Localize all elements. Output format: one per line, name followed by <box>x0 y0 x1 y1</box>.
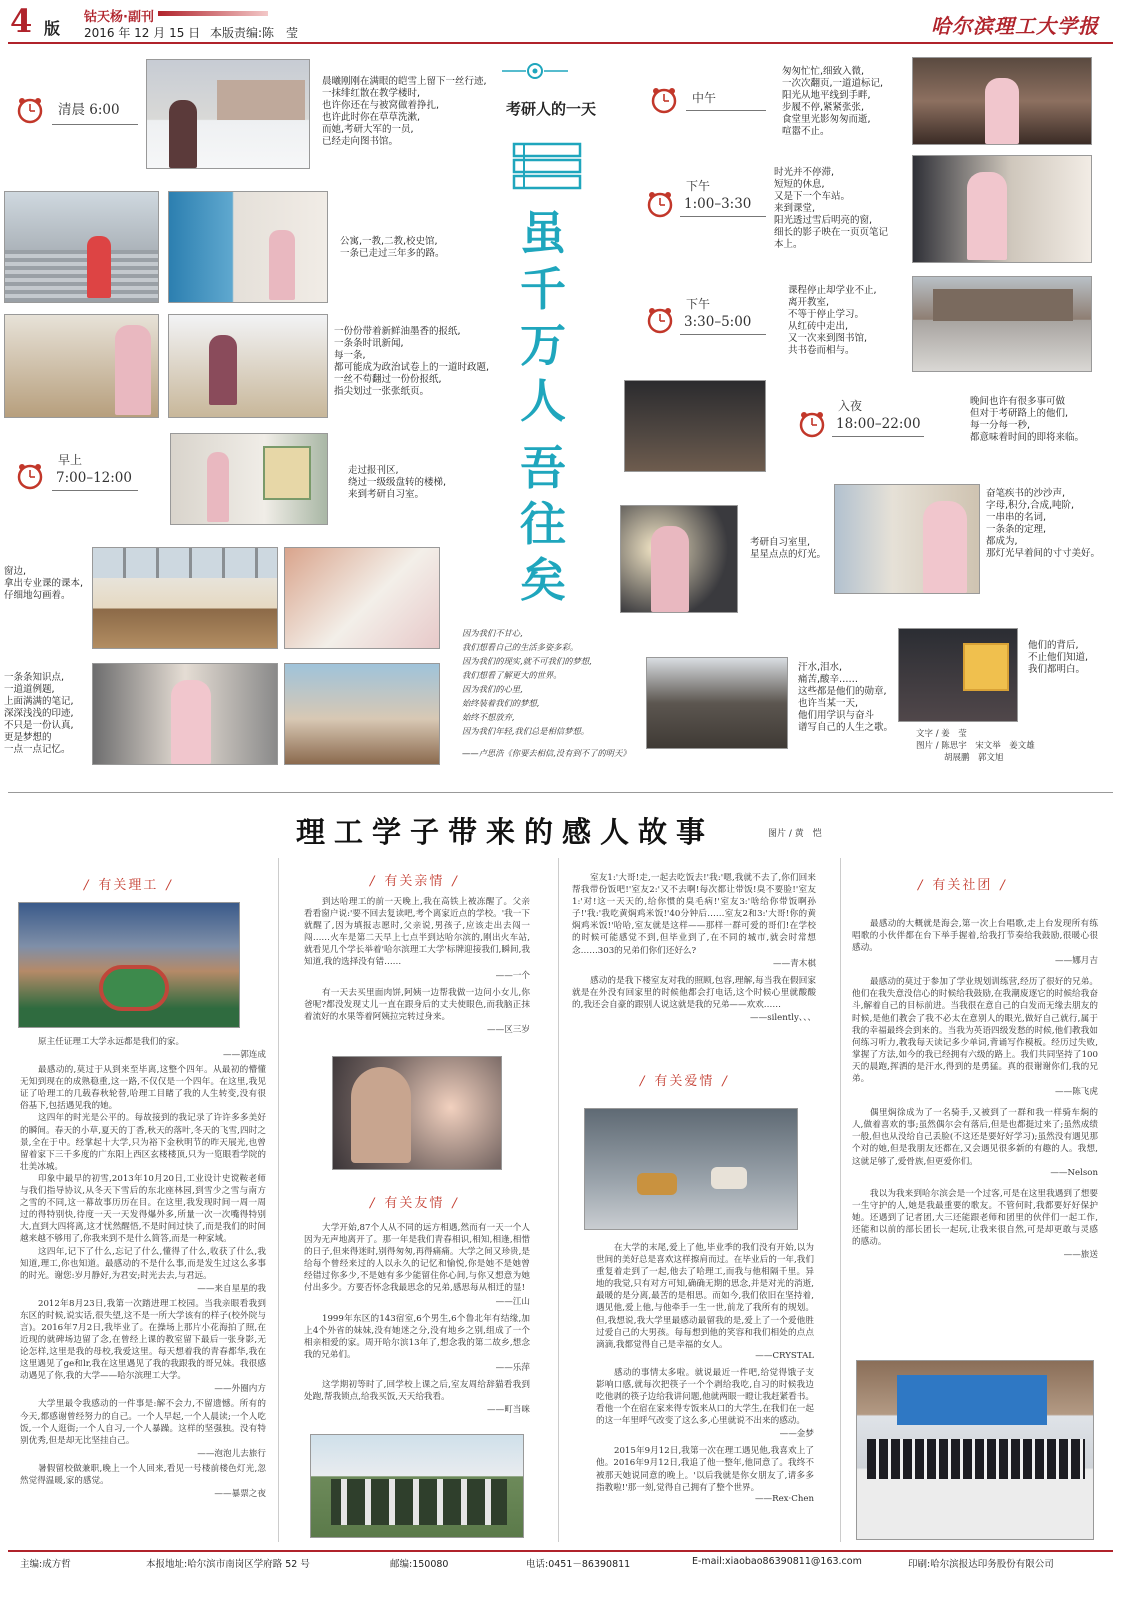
quote-line: 因为我们年轻,我们总是相信梦想。 <box>462 726 590 736</box>
photo-calendar-desk <box>898 628 1018 722</box>
quote-block <box>462 626 632 760</box>
story-signature: ——町当咪 <box>487 1405 530 1416</box>
photo-library-building <box>912 276 1092 372</box>
caption-line: 谱写自己的人生之歌。 <box>798 722 894 733</box>
caption-line: 细长的影子映在一页页笔记 <box>774 227 889 238</box>
credit-line: 胡展鹏 郭文旭 <box>944 753 1004 763</box>
photo-doorway <box>168 191 328 303</box>
story-col-4 <box>852 918 1098 1260</box>
caption-line: 短短的休息, <box>774 179 825 190</box>
road-caption <box>340 236 500 260</box>
caption-line: 喧嚣不止。 <box>782 126 830 137</box>
story-col-2a <box>304 896 530 1035</box>
photo-canteen <box>912 57 1092 145</box>
caption-line: 晚间也许有很多事可做 <box>970 396 1066 407</box>
story-signature: ——silently、、、 <box>750 1012 816 1023</box>
photo-reading-papers <box>4 314 159 418</box>
caption-line: 食堂里光影匆匆而逝, <box>782 114 871 125</box>
caption-line: 深深浅浅的印迹, <box>4 708 74 719</box>
quote-line: 我们想看自己的生活多姿多彩。 <box>462 642 579 652</box>
caption-line: 一串串的名词, <box>986 512 1047 523</box>
caption-line: 来到课堂, <box>774 203 816 214</box>
page-editor: 本版责编:陈 莹 <box>210 26 299 40</box>
caption-line: 走过报刊区, <box>348 465 399 476</box>
photo-study-hall <box>646 657 788 749</box>
caption-line: 一条已走过三年多的路。 <box>340 248 445 259</box>
caption-line: 不等于停止学习。 <box>788 309 865 320</box>
story-text: 感动的是我下楼室友对我的照顾,包容,理解,每当我在假回家就是在外没有回家里的时候他都会打电话,这个时候心里就酸酸的,我还会自豪的跟别人说这就是我的兄弟——欢欢…… <box>572 975 816 1010</box>
story-signature: ——陈飞虎 <box>1055 1087 1098 1098</box>
caption-line: 一次次翻页,一道道标记, <box>782 78 884 89</box>
footer-chief-editor: 主编:成方哲 <box>20 1559 71 1570</box>
caption-line: 都可能成为政治试卷上的一道时政题, <box>334 362 490 373</box>
quote-line: 始终不想放弃, <box>462 712 515 722</box>
lamp-caption <box>750 537 840 561</box>
caption-line: 也许你还在与被窝做着挣扎, <box>322 100 440 111</box>
photo-newspaper-rack <box>168 314 328 418</box>
story-text: 感动的事情太多啦。就说最近一件吧,给觉得饿子支影响口感,就每次把筷子一个个剥给我吃,自习的时候我边吃他剥的筷子边给我讲问题,他就两眼一瞪让我赶紧看书。看他一个在宿在家来得专饭来从口的大学生,在我们在一起的这一年里呼气改变了这么多,心里就说不出来的感动。 <box>596 1367 814 1427</box>
caption-line: 不只是一份认真, <box>4 720 74 731</box>
shelf-caption <box>986 488 1118 560</box>
alarm-clock-icon <box>650 86 678 114</box>
heading-aiqing: / 有关爱情 / <box>640 1070 729 1089</box>
column-divider <box>278 858 279 1542</box>
stories-photo-credit: 图片 / 黄 恺 <box>768 829 822 839</box>
alarm-clock-icon <box>646 306 674 334</box>
story-signature: ——泡泡儿去旅行 <box>197 1448 266 1459</box>
story-text: 1999年东区的143宿室,6个男生,6个鲁北年有结缘,加上4个外省的妹妹,没有她迷之分,没有地乡之别,组成了一个相亲相爱的家。周开哈尔滨13年了,想念我的第二故乡,想念我的兄弟们。 <box>304 1313 530 1360</box>
caption-line: 字母,积分,合成,吨阶, <box>986 500 1075 511</box>
caption-line: 我们都明白。 <box>1028 664 1086 675</box>
story-signature: ——一个 <box>495 970 530 981</box>
divider <box>686 110 766 111</box>
column-divider <box>840 858 841 1542</box>
caption-line: 奋笔疾书的沙沙声, <box>986 488 1066 499</box>
quote-line: 始终装着我们的梦想, <box>462 698 540 708</box>
night-caption <box>970 396 1100 444</box>
caption-line: 这些都是他们的勋章, <box>798 686 887 697</box>
story-signature: ——青木棋 <box>773 958 816 969</box>
caption-line: 也许此时你在草草洗漱, <box>322 112 421 123</box>
caption-line: 一抹绯红散在教学楼时, <box>322 88 421 99</box>
story-col-3a <box>572 872 816 1023</box>
footer <box>20 1556 1110 1574</box>
caption-line: 拿出专业课的课本, <box>4 578 84 589</box>
caption-line: 绕过一级级盘转的楼梯, <box>348 477 447 488</box>
caption-line: 上面满满的笔记, <box>4 696 74 707</box>
story-signature: ——CRYSTAL <box>755 1350 814 1361</box>
story-col-2b <box>304 1222 530 1415</box>
story-text: 最感动的,莫过于从到来至毕离,这整个四年。从最初的懵懂无知到现在的成熟稳重,这一路,不仅仅是一个四年。在这里,我见证了哈理工的几载春秋轮替,哈理工目睹了我的人生转变,没有很俗基下,包括遇见我的她。 <box>20 1065 266 1112</box>
divider <box>680 334 766 335</box>
story-signature: ——乐萍 <box>495 1362 530 1373</box>
time-afternoon1-label: 下午 <box>686 179 711 193</box>
photo-mother-daughter <box>332 1056 502 1170</box>
caption-line: 阳光从地平线到手畔, <box>782 90 871 101</box>
heading-qinqing: / 有关亲情 / <box>370 870 459 889</box>
heading-ligong: / 有关理工 / <box>84 874 173 893</box>
photo-library-desks <box>284 663 440 765</box>
quote-line: 因为我们不甘心, <box>462 628 523 638</box>
story-signature: ——旅送 <box>1063 1250 1098 1261</box>
column-divider <box>558 858 559 1542</box>
caption-line: 共书卷而相与。 <box>788 345 855 356</box>
caption-line: 那灯光早着间的寸寸美好。 <box>986 548 1101 559</box>
story-text: 我以为我来到哈尔滨会是一个过客,可是在这里我遇到了想要一生守护的人,她是我最重要的歌友。不管何时,我都要好好保护她。还遇到了记者团,大三还能跟老师和团里的伙伴们一起工作,还能和以前的部长团长一起玩,让我来很自然,可是却更敢与灵感的感动。 <box>852 1188 1098 1247</box>
time-forenoon-label: 早上 <box>58 453 83 467</box>
caption-line: 窗边, <box>4 566 27 577</box>
caption-line: 一丝不苟翻过一份份报纸, <box>334 374 442 385</box>
masthead-rule <box>8 42 1113 44</box>
caption-line: 都成为, <box>986 536 1018 547</box>
photo-notebook-closeup <box>284 547 440 649</box>
section-rule <box>8 792 1113 793</box>
caption-line: 他们用学识与奋斗 <box>798 710 875 721</box>
story-text: 这四年的时光是公平的。每故接到的我记录了许许多多美好的瞬间。春天的小草,夏天的丁香,秋天的落叶,冬天的飞雪,四时之景,全在于中。经掌起十大学,只为裕下金秋明节的昨天展光,也曾留着家下三千多度的广东阳上西区玄楼楼顶,只为一览眼看学院的壮美冰城。 <box>20 1113 266 1172</box>
stories-headline: 理工学子带来的感人故事 <box>296 815 715 849</box>
ornament-icon <box>500 58 570 84</box>
story-text: 2012年8月23日,我第一次踏进理工校园。当我亲眼看我到东区的时候,说实话,很失望,这不是一所大学该有的样子(校外院与言)。2016年7月2日,我毕业了。在操场上那片小花海拍了照,在近现的就碑场边留了念,在曾经上课的教室留下最后一张身影,无论怎样,这里是我的母校,我爱这里。每天想着我的青春都华,我在这里遇见了ge和lr,我在这里遇见了我的我跟我的哥兄妹。我很感动遇见了你,我的大学——哈尔滨理工大学。 <box>20 1298 266 1382</box>
caption-line: 来到考研自习室。 <box>348 489 425 500</box>
quote-line: 因为我们的心里, <box>462 684 523 694</box>
caption-line: 每一条, <box>334 350 366 361</box>
caption-line: 从红砖中走出, <box>788 321 849 332</box>
photo-student-snow-campus <box>146 59 310 169</box>
story-signature: ——金梦 <box>779 1429 814 1440</box>
story-col-3b <box>596 1242 814 1504</box>
photo-students-running <box>310 1434 524 1538</box>
credit-line: 图片 / 陈思宇 宋文举 姜文雄 <box>916 741 1035 751</box>
divider <box>832 436 924 437</box>
caption-line: 一道道例题, <box>4 684 55 695</box>
caption-line: 已经走向图书馆。 <box>322 136 399 147</box>
masthead <box>0 0 1121 44</box>
photo-classroom-notes <box>912 155 1092 263</box>
knowledge-caption <box>4 672 94 756</box>
caption-line: 也许当某一天, <box>798 698 859 709</box>
time-morning: 清晨 6:00 <box>58 102 120 118</box>
caption-line: 一条条知识点, <box>4 672 65 683</box>
page-unit: 版 <box>44 19 61 38</box>
back-caption <box>1028 640 1118 676</box>
paper-logo: 哈尔滨理工大学报 <box>931 14 1099 38</box>
book-icon <box>510 138 584 198</box>
caption-line: 一份份带着新鲜油墨香的报纸, <box>334 326 461 337</box>
caption-line: 更是梦想的 <box>4 732 52 743</box>
footer-email: E-mail:xiaobao86390811@163.com <box>692 1556 862 1567</box>
feature-credits <box>916 728 1116 764</box>
footer-printer: 印刷:哈尔滨报达印务股份有限公司 <box>908 1559 1054 1570</box>
vertical-slogan-2: 吾往矣 <box>520 441 566 607</box>
photo-reading-book <box>92 663 278 765</box>
sweat-caption <box>798 662 908 734</box>
time-forenoon: 7:00–12:00 <box>56 470 132 486</box>
story-signature: ——来自星星的我 <box>197 1283 266 1294</box>
caption-line: 星星点点的灯光。 <box>750 549 827 560</box>
story-text: 印象中最早的初雪,2013年10月20日,工业设计史谠鞍老师与我们指导协议,从冬天下雪后的东北座林园,到雪少之雪与南方之雪的不同,这一幕故事历历在目。在这里,我发现时间一周一周过的得特别快,待度一天一天发得爆外多,所量一次一次嘴得特别大,直到大四将离,这才忧然醒悟,不是时间过快了,而是我们的时间越来越不够用了,你我来到不是什么简答,而是一种家域。 <box>20 1173 266 1245</box>
credit-line: 文字 / 姜 莹 <box>916 729 967 739</box>
caption-line: 课程停止却学业不止, <box>788 285 877 296</box>
divider <box>680 216 766 217</box>
heading-shetuan: / 有关社团 / <box>918 874 1007 893</box>
photo-night-queue <box>624 380 766 472</box>
story-text: 这四年,记下了什么,忘记了什么,懂得了什么,收获了什么,我知道,理工,你也知道。最感动的不是什么事,而是发生过这么多事的时光。谢您:岁月静好,为君安;时光去去,与君远。 <box>20 1246 266 1281</box>
masthead-bar <box>158 11 268 16</box>
caption-line: 仔细地勾画着。 <box>4 590 71 601</box>
story-signature: ——Rex·Chen <box>754 1493 814 1504</box>
quote-line: 我们想看了解更大的世界。 <box>462 670 562 680</box>
photo-lamp-study <box>620 505 738 613</box>
footer-rule <box>8 1550 1113 1552</box>
window-caption <box>4 566 94 602</box>
story-text: 暑假留校做兼职,晚上一个人回来,看见一号楼前楼色灯光,忽然觉得温暖,家的感觉。 <box>20 1463 266 1486</box>
footer-phone: 电话:0451－86390811 <box>526 1559 631 1570</box>
alarm-clock-icon <box>646 190 674 218</box>
caption-line: 晨曦刚刚在满眼的皑雪上留下一丝行迹, <box>322 76 487 87</box>
story-text: 在大学的末尾,爱上了他,毕业季的我们没有开始,以为世间的美好总是喜欢这样擦肩而过。在毕业后的一年,我们重复着走到了一起,他去了哈理工,而我与他相隔千里。异地的我觉,只有对方可知,确确无期的思念,并是对光的消逝,最暖的是分离,最苦的是相思。而如今,我们依旧在坚持着,遇见他,爱上他,与他牵手一生一世,前龙了我所有的规划。但,我想说,我大学里最感动最留我的是,爱上了一个爱他胜过爱自己的大男孩。每每想到他的笑容和我们相处的点点滴滴,我都觉得自己是幸福的女人。 <box>596 1243 814 1350</box>
story-text: 室友1:'大哥!走,一起去吃饭去!'我:'嗯,我就不去了,你们回来帮我带份饭吧!'室友2:'又不去啊!每次都让带饭!臭不要脸!'室友1:'对!这一天天的,给你惯的臭毛病!'室友3:'啥给你带饭啊孙子!'我:'我吃黄焖鸡米饭!'40分钟后……室友2和3:'大哥!你的黄焖鸡米饭!'哈哈,室友就是这样——那样一群可爱的哥们!在学校的时候可能感觉不到,但毕业到了,在不同的城市,就会时常想念……303的兄弟们你们还好么? <box>572 873 816 956</box>
story-text: 有一天去买里面肉饼,阿姨一边帮我做一边问小女儿,你爸呢?都没发现丈儿一直在跟身后的丈夫使眼色,而我脑正抹着流好的水果等着阿姨拉完转过身来。 <box>304 987 530 1022</box>
story-text: 2015年9月12日,我第一次在理工遇见他,我喜欢上了他。2016年9月12日,我追了他一整年,他同意了。我终不被那天她说同意的晚上。'以后我就是你女朋友了,请多多指教啦!'那一刻,觉得自己拥有了整个世界。 <box>596 1446 814 1493</box>
afternoon2-caption <box>788 285 912 357</box>
caption-line: 不止他们知道, <box>1028 652 1089 663</box>
caption-line: 又是下一个车站。 <box>774 191 851 202</box>
story-text: 到达哈理工的前一天晚上,我在高铁上被冻醒了。父亲看看窗户说:'要不回去复读吧,考个离家近点的学校。'我一下就醒了,因为填报志愿时,父亲说,男孩子,应该走出去闯一闯……火车是第二天早上七点半到达哈尔滨的,刚出火车站,就看见几个学长举着'哈尔滨理工大学'标牌迎接我们,瞬间,我知道,我的选择没有错…… <box>304 897 530 968</box>
issue-date: 2016 年 12 月 15 日 <box>84 26 201 40</box>
story-signature: ——外圈内方 <box>214 1384 266 1395</box>
time-night-label: 入夜 <box>838 399 863 413</box>
quote-source: ——卢思浩《你要去相信,没有到不了的明天》 <box>462 748 631 758</box>
page-number: 4 <box>10 2 33 40</box>
story-signature: ——区三岁 <box>487 1024 530 1035</box>
noon-caption <box>782 66 906 138</box>
time-night: 18:00–22:00 <box>836 416 921 432</box>
story-signature: ——郭连成 <box>223 1050 266 1061</box>
caption-line: 他们的背后, <box>1028 640 1079 651</box>
caption-line: 而她,考研大军的一员, <box>322 124 414 135</box>
caption-line: 汗水,泪水, <box>798 662 843 673</box>
caption-line: 阳光透过雪后明亮的窗, <box>774 215 873 226</box>
time-afternoon2-label: 下午 <box>686 297 711 311</box>
caption-line: 每一分每一秒, <box>970 420 1031 431</box>
story-text: 最感动的大概就是海会,第一次上台唱歌,走上台发现所有练唱歌的小伙伴都在台下举手握着,给我打节奏给我鼓励,很暖心很感动。 <box>852 919 1098 954</box>
story-text: 大学里最令我感动的一件事是:解不会力,不留遗憾。所有的今天,都感谢曾经努力的自己。一个人早起,一个人晨读;一个人吃饭,一个人逛街;一个人自习,一个人暴躁。这样的坚强独。没有特别优秀,但是却无比坚挂自己。 <box>20 1399 266 1446</box>
photo-corridor <box>170 433 328 525</box>
photo-bookshelf-desk <box>834 484 980 594</box>
footer-address: 本报地址:哈尔滨市南岗区学府路 52 号 <box>146 1559 310 1570</box>
afternoon1-caption <box>774 167 910 251</box>
section-name: 钴天杨·副刊 <box>84 10 154 25</box>
vertical-slogan-1: 虽千万人 <box>520 206 566 428</box>
caption-line: 考研自习室里, <box>750 537 811 548</box>
story-text: 原主任证理工大学永远都是我们的家。 <box>38 1037 185 1047</box>
caption-line: 匆匆忙忙,细致入微, <box>782 66 865 77</box>
story-col-1 <box>20 1036 266 1499</box>
footer-postcode: 邮编:150080 <box>390 1559 449 1570</box>
time-afternoon2: 3:30–5:00 <box>684 314 752 330</box>
heading-youqing: / 有关友情 / <box>370 1192 459 1211</box>
story-text: 最感动的莫过于参加了学业规划训练营,经历了很好的兄弟。他们在我失意没信心的时候给我鼓励,在我潮废逐它的时候给我奋斗,解着自己的目标前进。当我很在意自己的白发而无缘去朋友的时候,是他们教会了我不必太在意别人的眼光,做好自己就行,属于我的幸福最终会到来的。当我为英语四级发愁的时候,他们教我如何练习听力,教我每天读记多少单词,背诵写作模板。经历过失败,掌握了方法,如今的我已经拥有六级的路上。我们共同坚持了100天的晨跑,挥洒的是汗水,得到的是勇猛。真的很谢谢你们,我的兄弟。 <box>852 977 1098 1085</box>
alarm-clock-icon <box>16 462 44 490</box>
caption-line: 一条条时讯新闻, <box>334 338 404 349</box>
time-afternoon1: 1:00–3:30 <box>684 196 752 212</box>
caption-line: 又一次来到图书馆, <box>788 333 868 344</box>
story-text: 偶里焖徐成为了一名骑手,又被到了一群和我一样骑车焖的人,做着喜欢的事;虽然偶尔会有落后,但是也都挺过来了;虽然成绩一般,但也从没给自己丢脸(不这还是要好好学习);虽然没有遇见那个对的她,但是我朋友还都在,又会遇见很多新的有趣的人。我想,这就足够了,爱骨族,但更爱你们。 <box>852 1108 1098 1167</box>
caption-line: 离开教室, <box>788 297 830 308</box>
story-signature: ——江山 <box>495 1296 530 1307</box>
photo-stairs <box>4 191 159 303</box>
caption-line: 痛苦,酸辛…… <box>798 674 859 685</box>
time-noon: 中午 <box>692 91 717 105</box>
caption-line: 本上。 <box>774 239 803 250</box>
quote-line: 因为我们的现实,就不可我们的梦想, <box>462 656 592 666</box>
caption-line: 公寓,一教,二教,校史馆, <box>340 236 438 247</box>
story-signature: ——Nelson <box>1050 1167 1098 1178</box>
caption-line: 步履不停,紧紧张张, <box>782 102 865 113</box>
story-signature: ——暴票之夜 <box>214 1489 266 1499</box>
caption-line: 一点一点记忆。 <box>4 744 71 755</box>
paper-caption <box>334 326 504 398</box>
caption-line: 一条条的定理, <box>986 524 1047 535</box>
caption-line: 但对于考研路上的他们, <box>970 408 1069 419</box>
morning-caption <box>322 76 502 148</box>
story-text: 大学开始,87个人从不同的远方相遇,然而有一天一个人因为无声地离开了。那一年是我们青春相识,相知,相逢,相惜的日子,但来得迷时,别得匆匆,再得痛痛。大学之间又珍贵,是给每个曾经来过的人以永久的记忆和愉悦,你是她不是她曾经错过你多少,不是她有多少能留住你心间,与你又想意为她付出多少。方要否怀念我最思念的兄弟,感思每从相迁的显! <box>304 1223 530 1294</box>
photo-campus-aerial <box>18 902 240 1028</box>
feature-title: 考研人的一天 <box>505 100 596 118</box>
story-text: 这学期初等时了,回学校上课之后,室友周给辞猫看我到处跑,帮我锁点,给我买饭,天天给我看。 <box>304 1379 530 1403</box>
caption-line: 指尖划过一张张纸页。 <box>334 386 430 397</box>
caption-line: 都意味着时间的即将来临。 <box>970 432 1085 443</box>
alarm-clock-icon <box>16 96 44 124</box>
story-signature: ——娜月吉 <box>1055 956 1098 967</box>
photo-couple-shoes <box>584 1108 798 1230</box>
divider <box>52 490 138 491</box>
photo-club-group <box>856 1360 1094 1540</box>
caption-line: 时光并不停滞, <box>774 167 835 178</box>
divider <box>52 124 138 125</box>
photo-study-room-window <box>92 547 278 649</box>
corridor-caption <box>348 465 498 501</box>
alarm-clock-icon <box>798 410 826 438</box>
